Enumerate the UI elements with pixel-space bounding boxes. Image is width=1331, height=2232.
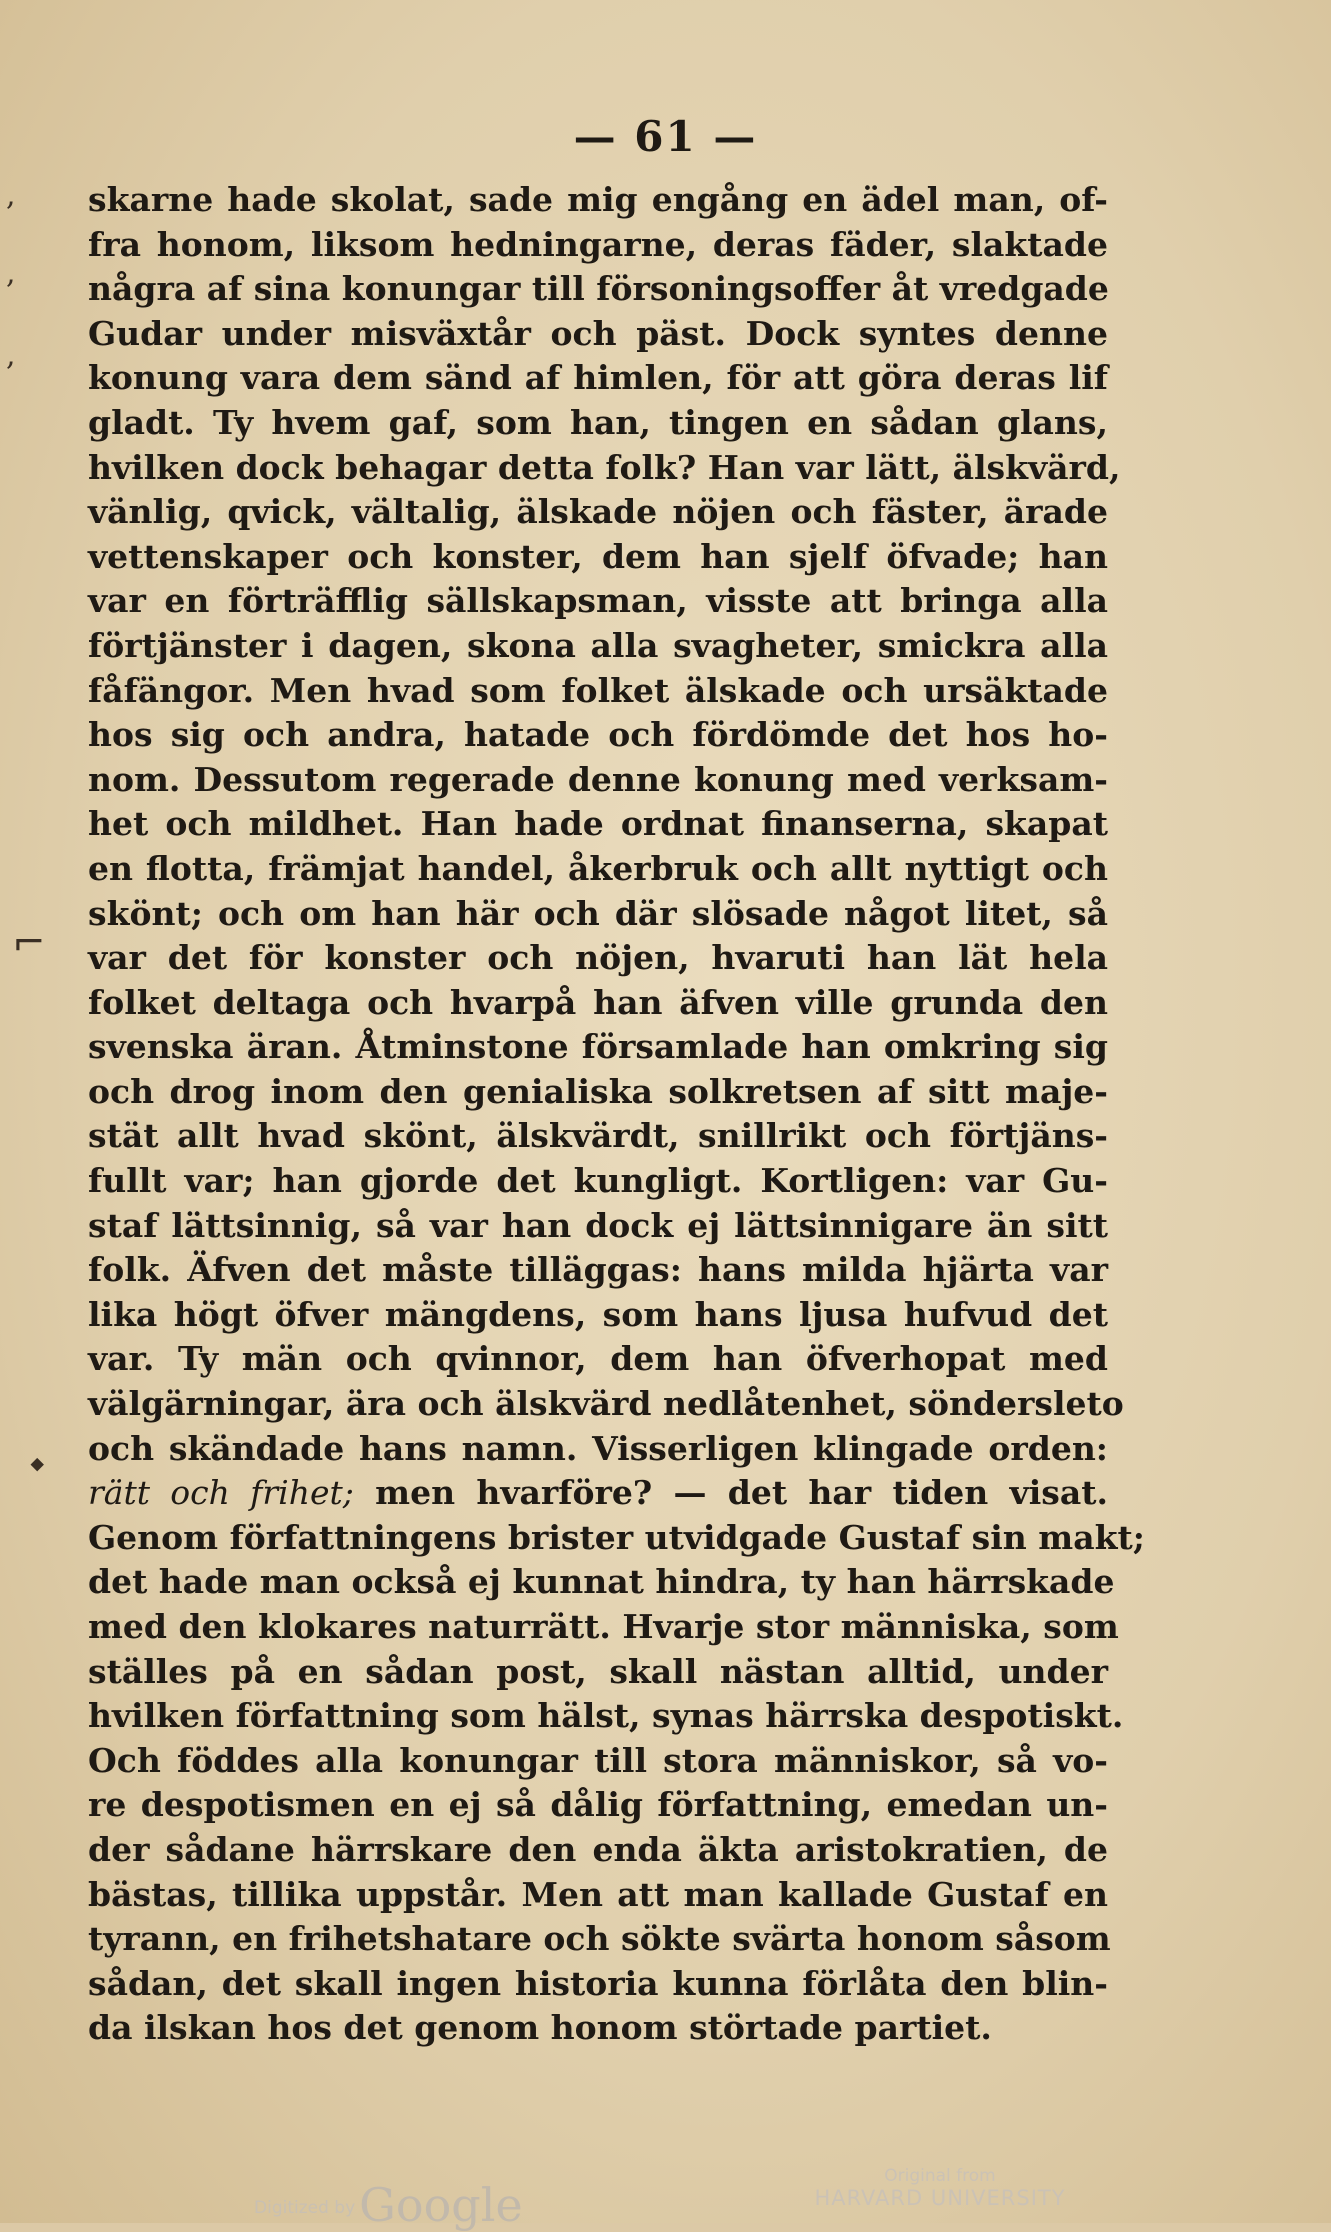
text-line: hos sig och andra, hatade och fördömde det hos ho- (88, 715, 1108, 755)
text-line: välgärningar, ära och älskvärd nedlåtenhet, söndersleto (88, 1384, 1124, 1424)
text-line: hvilken författning som hälst, synas härrska despotiskt. (88, 1696, 1124, 1736)
digitized-by-label: Digitized by (254, 2198, 356, 2218)
text-line: folket deltaga och hvarpå han äfven ville grunda den (88, 982, 1108, 1022)
text-line: fullt var; han gjorde det kungligt. Kortligen: var Gu- (88, 1161, 1108, 1201)
text-line: hvilken dock behagar detta folk? Han var lätt, älskvärd, (88, 447, 1121, 487)
google-logo: Google (359, 2178, 523, 2232)
text-line: fra honom, liksom hedningarne, deras fäder, slaktade (88, 224, 1108, 264)
margin-mark: ⌐ (12, 920, 46, 966)
text-line: re despotismen en ej så dålig författning, emedan un- (88, 1785, 1108, 1825)
text-line: tyrann, en frihetshatare och sökte svärta honom såsom (88, 1919, 1111, 1959)
text-line: Genom författningens brister utvidgade Gustaf sin makt; (88, 1517, 1145, 1557)
text-line-last: da ilskan hos det genom honom störtade partiet. (88, 2008, 992, 2048)
text-line: het och mildhet. Han hade ordnat finanserna, skapat (88, 804, 1108, 844)
text-line: var. Ty män och qvinnor, dem han öfverhopat med (88, 1339, 1108, 1379)
text-line: vänlig, qvick, vältalig, älskade nöjen och fäster, ärade (88, 492, 1108, 532)
page-number: — 61 — (573, 112, 758, 161)
text-line: några af sina konungar till försoningsoffer åt vredgade (88, 269, 1109, 309)
text-line: folk. Äfven det måste tilläggas: hans milda hjärta var (88, 1250, 1108, 1290)
original-from-watermark (810, 2166, 1070, 2210)
text-line: Och föddes alla konungar till stora människor, så vo- (88, 1740, 1108, 1780)
text-line: stät allt hvad skönt, älskvärdt, snillrikt och förtjäns- (88, 1116, 1108, 1156)
margin-mark: ⬩ (30, 1440, 45, 1486)
text-line: lika högt öfver mängdens, som hans ljusa hufvud det (88, 1294, 1108, 1334)
text-line: ställes på en sådan post, skall nästan alltid, under (88, 1651, 1108, 1691)
text-line: skönt; och om han här och där slösade något litet, så (88, 893, 1108, 933)
text-line: svenska äran. Åtminstone församlade han omkring sig (88, 1027, 1108, 1067)
body-text (88, 178, 1145, 2051)
text-line: nom. Dessutom regerade denne konung med verksam- (88, 759, 1108, 799)
margin-mark: , (6, 178, 16, 213)
text-line: bästas, tillika uppstår. Men att man kallade Gustaf en (88, 1874, 1108, 1914)
digitized-by-watermark (254, 2168, 523, 2232)
text-line-italic (88, 1471, 1108, 1516)
italic-phrase: rätt och frihet; (88, 1473, 354, 1513)
text-line: förtjänster i dagen, skona alla svagheter, smickra alla (88, 625, 1108, 665)
text-line: med den klokares naturrätt. Hvarje stor människa, som (88, 1607, 1119, 1646)
text-line: fåfängor. Men hvad som folket älskade och ursäktade (88, 670, 1108, 710)
text-line: Gudar under misväxtår och päst. Dock syntes denne (88, 313, 1108, 353)
text-line: skarne hade skolat, sade mig engång en ädel man, of- (88, 180, 1108, 219)
text-line: staf lättsinnig, så var han dock ej lättsinnigare än sitt (88, 1205, 1108, 1245)
text-line: gladt. Ty hvem gaf, som han, tingen en sådan glans, (88, 402, 1108, 442)
text-line: var en förträfflig sällskapsman, visste att bringa alla (88, 581, 1108, 621)
text-line: det hade man också ej kunnat hindra, ty han härrskade (88, 1562, 1115, 1602)
text-line: var det för konster och nöjen, hvaruti han lät hela (88, 938, 1108, 978)
institution-name: HARVARD UNIVERSITY (814, 2186, 1066, 2210)
text-line: der sådane härrskare den enda äkta aristokratien, de (88, 1829, 1108, 1869)
text-line: en flotta, främjat handel, åkerbruk och allt nyttigt och (88, 848, 1108, 888)
margin-mark: , (6, 338, 16, 373)
original-from-label: Original from (884, 2166, 996, 2186)
text-line: vettenskaper och konster, dem han sjelf öfvade; han (88, 536, 1108, 576)
text-line-rest: men hvarföre? — det har tiden visat. (375, 1473, 1108, 1513)
text-line: konung vara dem sänd af himlen, för att göra deras lif (88, 358, 1108, 398)
text-line: och skändade hans namn. Visserligen klingade orden: (88, 1428, 1108, 1468)
text-line: och drog inom den genialiska solkretsen af sitt maje- (88, 1071, 1108, 1111)
margin-mark: , (6, 256, 16, 291)
text-line: sådan, det skall ingen historia kunna förlåta den blin- (88, 1963, 1108, 2003)
